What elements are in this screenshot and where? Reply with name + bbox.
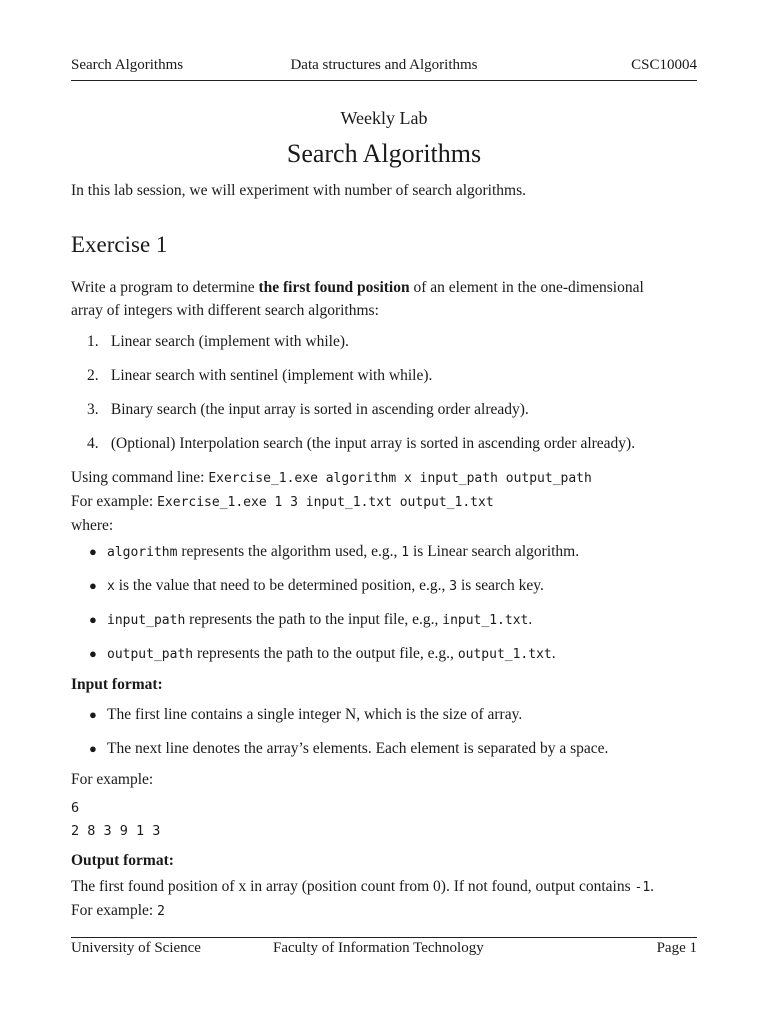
usage-block: [71, 466, 697, 537]
header-right: CSC10004: [631, 57, 697, 73]
param-example: input_1.txt: [442, 613, 529, 628]
input-format-item: The first line contains a single integer N, which is the size of array.: [107, 706, 523, 723]
list-text: (Optional) Interpolation search (the input array is sorted in ascending order already).: [110, 435, 636, 452]
page-footer: [71, 940, 697, 960]
desc-bold: the first found position: [258, 279, 410, 296]
desc-line2: array of integers with different search algorithms:: [71, 302, 379, 319]
doc-subtitle: Weekly Lab: [340, 108, 428, 128]
list-item: [89, 645, 556, 663]
list-item: [89, 543, 579, 561]
list-number: 2.: [87, 367, 99, 384]
intro-text: In this lab session, we will experiment with number of search algorithms.: [71, 182, 527, 199]
bullet-icon: ●: [89, 578, 97, 593]
input-example-label: For example:: [71, 771, 154, 788]
output-not-found-code: -1: [634, 880, 651, 895]
list-number: 1.: [87, 333, 99, 350]
output-example-code: 2: [157, 904, 165, 919]
page-header: [71, 57, 697, 77]
param-code: input_path: [107, 613, 186, 628]
bullet-icon: ●: [89, 707, 97, 722]
list-text: Linear search (implement with while).: [110, 333, 349, 350]
desc-before: Write a program to determine: [71, 279, 259, 296]
param-text: represents the path to the output file, e.g.,: [193, 645, 458, 662]
output-format-heading: Output format:: [71, 852, 174, 869]
param-text-end: is search key.: [457, 577, 544, 594]
param-text: represents the path to the input file, e.g.,: [185, 611, 443, 628]
param-text-end: is Linear search algorithm.: [409, 543, 580, 560]
desc-after: of an element in the one-dimensional: [409, 279, 644, 296]
list-item: [89, 577, 544, 595]
document-page: [71, 0, 697, 1024]
usage-command: Exercise_1.exe algorithm x input_path output_path: [208, 471, 592, 486]
param-text-end: .: [551, 645, 556, 662]
param-example: 1: [401, 545, 410, 560]
bullet-icon: ●: [89, 741, 97, 756]
page-number: Page 1: [656, 940, 697, 956]
list-item: [87, 367, 432, 385]
param-code: output_path: [107, 647, 194, 662]
footer-rule: [71, 937, 697, 938]
output-format-text: The first found position of x in array (position count from 0). If not found, output contains: [71, 878, 635, 895]
output-example-label: For example:: [71, 902, 158, 919]
input-example-line: 6: [71, 800, 80, 816]
header-rule: [71, 80, 697, 81]
param-example: 3: [449, 579, 458, 594]
output-format-block: [71, 875, 697, 923]
input-format-item: The next line denotes the array’s elements. Each element is separated by a space.: [107, 740, 609, 757]
list-item: [87, 401, 529, 419]
example-command: Exercise_1.exe 1 3 input_1.txt output_1.txt: [157, 495, 494, 510]
param-text: represents the algorithm used, e.g.,: [177, 543, 402, 560]
output-format-end: .: [650, 878, 655, 895]
footer-center: Faculty of Information Technology: [273, 940, 484, 956]
usage-label: Using command line:: [71, 469, 209, 486]
list-item: [89, 740, 608, 758]
input-format-heading: Input format:: [71, 676, 163, 693]
list-number: 3.: [87, 401, 99, 418]
list-item: [87, 333, 349, 351]
param-text: is the value that need to be determined position, e.g.,: [114, 577, 450, 594]
header-center: Data structures and Algorithms: [290, 57, 478, 73]
exercise-description: [71, 276, 697, 322]
example-label: For example:: [71, 493, 158, 510]
bullet-icon: ●: [89, 646, 97, 661]
param-text-end: .: [528, 611, 533, 628]
list-number: 4.: [87, 435, 99, 452]
input-example-line: 2 8 3 9 1 3: [71, 823, 161, 839]
exercise-heading: Exercise 1: [71, 232, 168, 257]
list-text: Linear search with sentinel (implement with while).: [110, 367, 433, 384]
list-item: [89, 706, 522, 724]
param-code: x: [107, 579, 115, 594]
header-left: Search Algorithms: [71, 57, 184, 73]
bullet-icon: ●: [89, 612, 97, 627]
doc-title: Search Algorithms: [286, 139, 482, 168]
list-text: Binary search (the input array is sorted in ascending order already).: [110, 401, 529, 418]
param-example: output_1.txt: [457, 647, 552, 662]
footer-left: University of Science: [71, 940, 201, 956]
param-code: algorithm: [107, 545, 178, 560]
list-item: [89, 611, 532, 629]
bullet-icon: ●: [89, 544, 97, 559]
where-label: where:: [71, 517, 114, 534]
list-item: [87, 435, 635, 453]
